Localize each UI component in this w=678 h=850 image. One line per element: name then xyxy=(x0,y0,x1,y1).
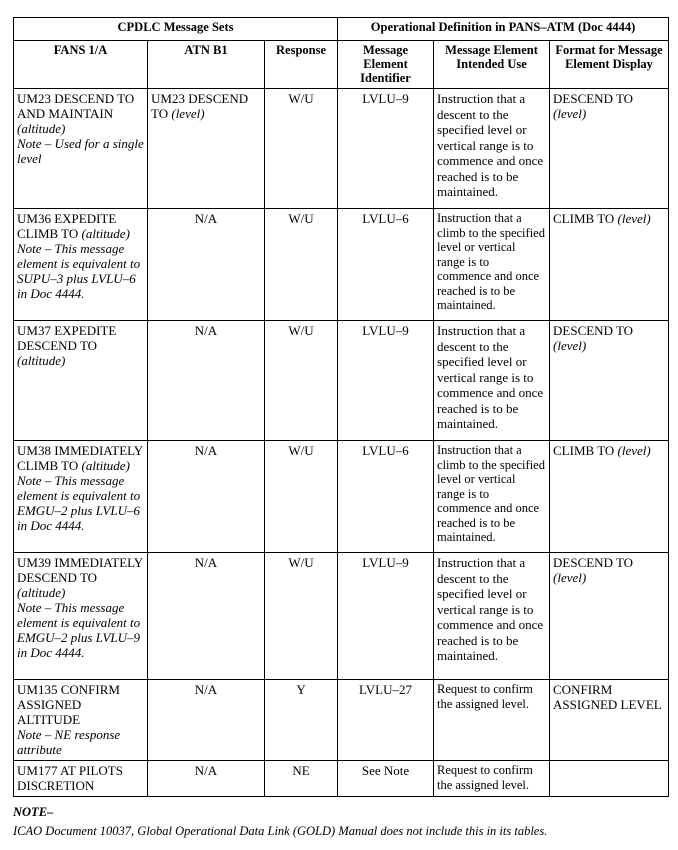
identifier-cell: LVLU–6 xyxy=(338,441,434,553)
col-header-fans: FANS 1/A xyxy=(14,41,148,89)
identifier-cell: LVLU–9 xyxy=(338,89,434,209)
atn-cell: N/A xyxy=(148,321,265,441)
response-cell: W/U xyxy=(265,89,338,209)
footnote-title: NOTE– xyxy=(13,805,54,819)
display-parameter: (level) xyxy=(617,211,651,226)
footnote-text: ICAO Document 10037, Global Operational Data Link (GOLD) Manual does not include this in its tables. xyxy=(13,824,548,838)
fans-message: UM37 EXPEDITE DESCEND TO xyxy=(17,323,117,353)
display-text: DESCEND TO xyxy=(553,91,634,106)
display-format-cell xyxy=(550,89,669,209)
display-parameter: (level) xyxy=(553,338,587,353)
response-cell: W/U xyxy=(265,321,338,441)
table-row xyxy=(14,553,669,680)
fans-cell xyxy=(14,209,148,321)
display-format-cell xyxy=(550,553,669,680)
intended-use-cell: Request to confirm the assigned level. xyxy=(434,680,550,761)
atn-parameter: (level) xyxy=(171,106,205,121)
identifier-cell: LVLU–9 xyxy=(338,321,434,441)
identifier-cell: See Note xyxy=(338,761,434,797)
display-parameter: (level) xyxy=(553,570,587,585)
fans-note: Note – This message element is equivalent to EMGU–2 plus LVLU–9 in Doc 4444. xyxy=(17,600,141,660)
intended-use-cell: Instruction that a climb to the specified level or vertical range is to commence and once reached is to be maintained. xyxy=(434,441,550,553)
display-text: CLIMB TO xyxy=(553,443,618,458)
fans-cell xyxy=(14,553,148,680)
cpdlc-message-table xyxy=(13,17,669,797)
column-header-row xyxy=(14,41,669,89)
fans-parameter: (altitude) xyxy=(17,585,66,600)
atn-cell: N/A xyxy=(148,680,265,761)
identifier-cell: LVLU–9 xyxy=(338,553,434,680)
identifier-cell: LVLU–6 xyxy=(338,209,434,321)
display-text: DESCEND TO xyxy=(553,555,634,570)
atn-message: UM23 DESCEND TO xyxy=(151,91,249,121)
display-text: DESCEND TO xyxy=(553,323,634,338)
display-format-cell: CONFIRM ASSIGNED LEVEL xyxy=(550,680,669,761)
col-header-atn: ATN B1 xyxy=(148,41,265,89)
col-header-response: Response xyxy=(265,41,338,89)
table-row xyxy=(14,680,669,761)
fans-message: UM23 DESCEND TO AND MAINTAIN xyxy=(17,91,135,121)
display-format-cell xyxy=(550,321,669,441)
atn-cell: N/A xyxy=(148,761,265,797)
col-header-identifier: Message Element Identifier xyxy=(338,41,434,89)
table-row xyxy=(14,89,669,209)
atn-cell xyxy=(148,89,265,209)
intended-use-cell: Request to confirm the assigned level. xyxy=(434,761,550,797)
group-header-message-sets: CPDLC Message Sets xyxy=(14,18,338,41)
intended-use-cell: Instruction that a descent to the specified level or vertical range is to commence and once reached is to be maintained. xyxy=(434,89,550,209)
display-format-cell xyxy=(550,761,669,797)
intended-use-cell: Instruction that a climb to the specified level or vertical range is to commence and once reached is to be maintained. xyxy=(434,209,550,321)
response-cell: W/U xyxy=(265,553,338,680)
group-header-row xyxy=(14,18,669,41)
fans-message: UM177 AT PILOTS DISCRETION xyxy=(17,763,123,793)
fans-message: UM135 CONFIRM ASSIGNED ALTITUDE xyxy=(17,682,120,727)
fans-cell xyxy=(14,321,148,441)
fans-message: UM38 IMMEDIATELY CLIMB TO xyxy=(17,443,143,473)
fans-note: Note – NE response attribute xyxy=(17,727,121,757)
fans-parameter: (altitude) xyxy=(81,226,130,241)
display-format-cell xyxy=(550,441,669,553)
intended-use-cell: Instruction that a descent to the specified level or vertical range is to commence and once reached is to be maintained. xyxy=(434,321,550,441)
intended-use-cell: Instruction that a descent to the specified level or vertical range is to commence and once reached is to be maintained. xyxy=(434,553,550,680)
col-header-display-format: Format for Message Element Display xyxy=(550,41,669,89)
fans-message: UM39 IMMEDIATELY DESCEND TO xyxy=(17,555,143,585)
display-parameter: (level) xyxy=(617,443,651,458)
response-cell: Y xyxy=(265,680,338,761)
table-row xyxy=(14,209,669,321)
display-text: CLIMB TO xyxy=(553,211,618,226)
fans-note: Note – Used for a single level xyxy=(17,136,144,166)
fans-note: Note – This message element is equivalent to SUPU–3 plus LVLU–6 in Doc 4444. xyxy=(17,241,141,301)
col-header-intended-use: Message Element Intended Use xyxy=(434,41,550,89)
table-row xyxy=(14,321,669,441)
fans-note: Note – This message element is equivalent to EMGU–2 plus LVLU–6 in Doc 4444. xyxy=(17,473,141,533)
fans-cell xyxy=(14,441,148,553)
response-cell: NE xyxy=(265,761,338,797)
atn-cell: N/A xyxy=(148,441,265,553)
fans-parameter: (altitude) xyxy=(17,121,66,136)
fans-cell xyxy=(14,89,148,209)
fans-message: UM36 EXPEDITE CLIMB TO xyxy=(17,211,117,241)
atn-cell: N/A xyxy=(148,553,265,680)
identifier-cell: LVLU–27 xyxy=(338,680,434,761)
table-row xyxy=(14,761,669,797)
fans-cell xyxy=(14,761,148,797)
atn-cell: N/A xyxy=(148,209,265,321)
fans-parameter: (altitude) xyxy=(81,458,130,473)
display-format-cell xyxy=(550,209,669,321)
fans-parameter: (altitude) xyxy=(17,353,66,368)
display-parameter: (level) xyxy=(553,106,587,121)
response-cell: W/U xyxy=(265,441,338,553)
fans-cell xyxy=(14,680,148,761)
table-row xyxy=(14,441,669,553)
table-footnote xyxy=(13,805,668,839)
group-header-operational-definition: Operational Definition in PANS–ATM (Doc 4444) xyxy=(338,18,669,41)
response-cell: W/U xyxy=(265,209,338,321)
